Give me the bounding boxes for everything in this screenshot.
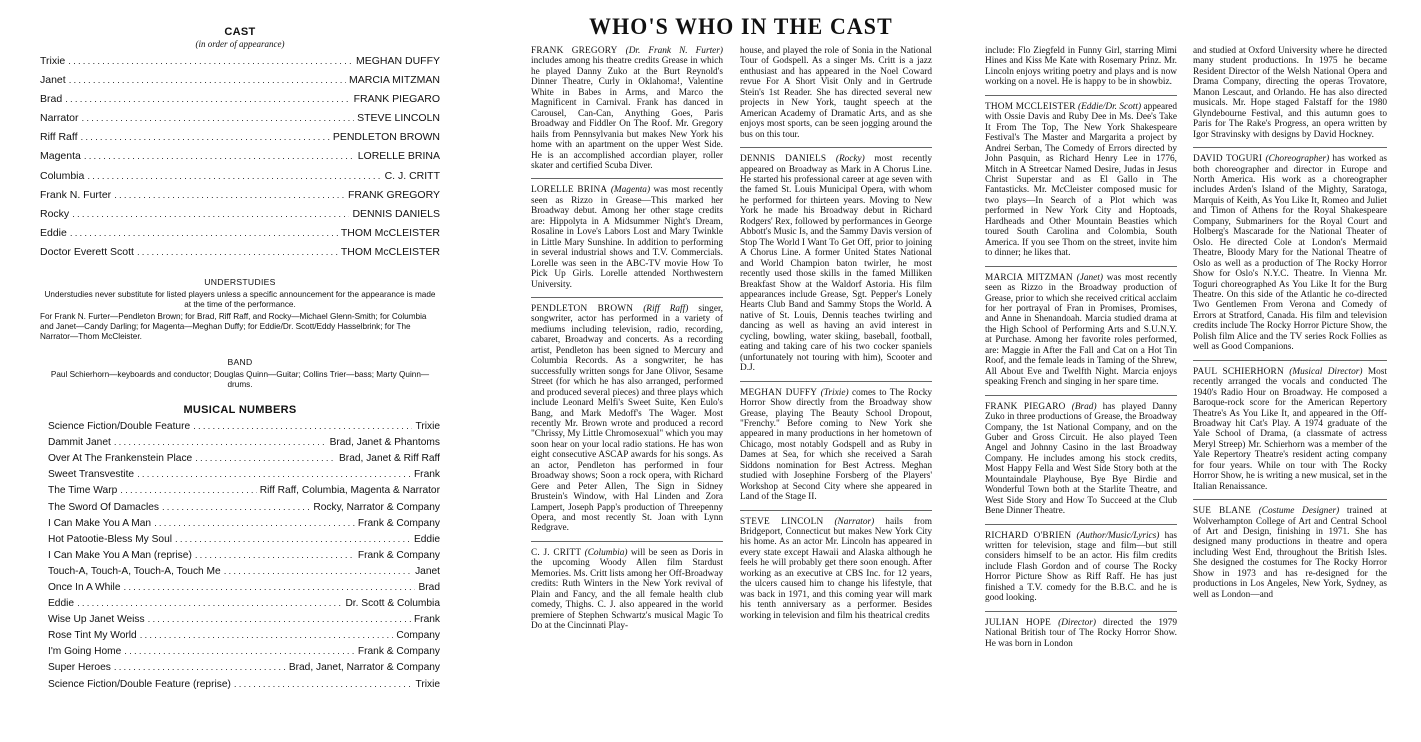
bio-name: RICHARD O'BRIEN [985, 530, 1072, 541]
cast-row [40, 205, 440, 224]
dot-leader [69, 72, 346, 90]
cast-row-label: Eddie [40, 226, 67, 239]
cast-title: CAST [224, 26, 256, 38]
cast-row [40, 90, 440, 109]
musical-number-row-value: Brad, Janet & Phantoms [329, 437, 440, 449]
bio-role: (Brad) [1071, 401, 1097, 412]
dot-leader [77, 596, 342, 612]
bio-text: house, and played the role of Sonia in the National Tour of Godspell. As a singer Ms. Critt is a jazz enthusiast and has appeared in the Noel Coward revue For A Short Visit Only and in Gertrude Stein's 1st Reader. She has directed several new projects in New York, taught speech at the American Academy of Dramatic Arts, and as she enjoys most sports, can be seen jogging around the bus on this tour. [740, 46, 932, 140]
dot-leader [84, 148, 355, 166]
musical-number-row-value: Company [396, 630, 440, 642]
bio-name: LORELLE BRINA [531, 185, 608, 196]
musical-number-row [40, 548, 440, 564]
musical-number-row-value: Eddie [413, 533, 440, 545]
musical-number-row [40, 660, 440, 676]
dot-leader [234, 677, 413, 693]
bio-role: (Author/Music/Lyrics) [1076, 530, 1160, 541]
musical-number-row [40, 644, 440, 660]
musical-number-row-value: Brad [418, 581, 440, 593]
bio-divider [1193, 360, 1387, 361]
bio-paragraph [985, 531, 1177, 604]
cast-row-label: Frank N. Furter [40, 188, 112, 201]
musical-number-row-value: Frank & Company [357, 646, 440, 658]
musical-number-row-label: Sweet Transvestite [48, 469, 135, 481]
bio-paragraph [531, 46, 723, 171]
bio-column-1 [531, 46, 723, 736]
bio-text: will be seen as Doris in the upcoming Woody Allen film Stardust Memories. Ms. Critt lists among her Off-Broadway credits: Ruth Winters in the New York revival of Plain and Fancy, and the all female health club comedy, Thighs. C. J. also appeared in the world premiere of Stephen Schwartz's musical Magic To Do at the Cincinnati Play- [531, 547, 723, 632]
musical-number-row [40, 451, 440, 467]
bio-role: (Choreographer) [1265, 154, 1330, 165]
musical-number-row-label: Once In A While [48, 581, 121, 593]
bio-paragraph [985, 402, 1177, 517]
musical-number-row-label: The Sword Of Damacles [48, 501, 159, 513]
bio-text: includes among his theatre credits Grease in which he played Danny Zuko at the Burt Reynold's Dinner Theatre, Curly in Oklahoma!, Valentine White in Babes in Arms, and Marco the Magnificent in Carnival. Frank has danced in Carousel, Can-Can, Anything Goes, Paris Broadway and Fiddler On The Roof. Mr. Gregory hails from Pennsylvania but makes New York his home with an apartment on the upper West Side. He is an accomplished accordian player, roller skater and certified Scuba Diver. [531, 56, 723, 171]
cast-row-value: THOM McCLEISTER [340, 245, 440, 258]
bio-text: and studied at Oxford University where he directed many student productions. In 1975 he became Resident Director of the Welsh National Opera and Drama Company, directing the operas Trovatore, Manon Lescaut, and Orlando. He has also directed musicals. Mr. Hope staged Falstaff for the 1980 Glyndebourne Festival, and this autumn goes to Paris for The Rake's Progress, an opera written by Igor Stravinsky with designs by David Hockney. [1193, 46, 1387, 140]
cast-row [40, 167, 440, 186]
bio-paragraph [985, 618, 1177, 649]
bio-name: PAUL SCHIERHORN [1193, 366, 1284, 377]
cast-row [40, 71, 440, 90]
bio-divider [1193, 147, 1387, 148]
dot-leader [154, 516, 355, 532]
bio-text: appeared with Ossie Davis and Ruby Dee in Ms. Dee's Take It From The Top, The New York Shakespeare Festival's The Master and Margarita a project by Andrei Serban, The Comedy of Errors directed by John Pasquin, as Richard Henry Lee in 1776, Mitch in A Streetcar Named Desire, Judas in Jesus Christ Superstar and as El Gallo in The Fantasticks. Mr. McCleister composed music for two plays—In Search of a Plot which was performed in New York City and Hoptoads, Hardheads and Other Mountain Beasties which toured South Carolina and Colombia, South America. If you see Thom on the street, invite him to dinner; he likes that. [985, 101, 1177, 259]
bio-paragraph [985, 46, 1177, 88]
bio-text: Most recently arranged the vocals and conducted The 1940's Radio Hour on Broadway. He composed a Baroque-rock score for the American Repertory Theatre's As You Like It, and appeared in the Off-Broadway hit Cat's Play. A 1974 graduate of the Yale School of Drama, (a classmate of actress Meryl Streep) Mr. Schierhorn was a member of the Yale Repertory Theatre's resident acting company for four years. While on tour with The Rocky Horror Show, he is writing a new musical, set in the Italian Renaissance. [1193, 366, 1387, 492]
bio-name: JULIAN HOPE [985, 617, 1052, 628]
musical-number-row-label: Dammit Janet [48, 437, 111, 449]
musical-number-row [40, 435, 440, 451]
dot-leader [193, 419, 412, 435]
bio-paragraph [1193, 46, 1387, 140]
musical-number-row-label: Wise Up Janet Weiss [48, 614, 145, 626]
bio-role: (Director) [1058, 617, 1096, 628]
bio-paragraph [1193, 506, 1387, 600]
dot-leader [114, 187, 345, 205]
dot-leader [123, 580, 415, 596]
bio-role: (Narrator) [834, 516, 875, 527]
bio-role: (Columbia) [584, 547, 628, 558]
dot-leader [224, 564, 412, 580]
cast-list [40, 52, 440, 262]
bio-text: hails from Bridgeport, Connecticut but makes New York City his home. As an actor Mr. Lincoln has appeared in every state except Hawaii and Alaska although he feels he will probably get there soon enough. After working as an executive at CBS Inc. for 12 years, the ulcers caused him to change his lifestyle, that was back in 1971, and this coming year will mark his tenth anniversary as a performer. Besides working in television and film his theatrical credits [740, 516, 932, 621]
cast-row-label: Magenta [40, 150, 81, 163]
musical-number-row [40, 500, 440, 516]
cast-row-label: Trixie [40, 55, 66, 67]
bio-divider [1193, 499, 1387, 500]
musical-number-row [40, 628, 440, 644]
musical-number-row [40, 532, 440, 548]
bio-role: (Trixie) [820, 387, 849, 398]
bio-paragraph [1193, 367, 1387, 492]
whos-who-headline: WHO'S WHO IN THE CAST [589, 14, 893, 39]
bio-divider [985, 611, 1177, 612]
musical-number-row-value: Brad, Janet, Narrator & Company [288, 662, 440, 674]
bio-divider [740, 381, 932, 382]
bio-text: trained at Wolverhampton College of Art and Central School of Art and Design, finishing in 1971. She has designed many productions in theatre and opera including West End, throughout the British Isles. She designed the costumes for The Rocky Horror Show in 1973 and has re-designed for the productions in Los Angeles, New York, Sydney, as well as London—and [1193, 506, 1387, 600]
cast-row-value: MARCIA MITZMAN [349, 74, 440, 87]
musical-number-row-label: Science Fiction/Double Feature [48, 421, 191, 433]
bio-text: has worked as both choreographer and director in Europe and North America. His work as a choreographer includes Arden's Island of the Mighty, Saratoga, Marquis of Keith, As You Like It, Romeo and Juliet and Timon of Athens for the Royal Shakespeare Company, Submariners for the Royal Court and Holberg's Mascarade for the National Theater of Oslo. He directed Cole at London's Mermaid Theatre, Bloody Mary for the National Theatre of Oslo as well as a production of The Rocky Horror Show for Oslo's N.Y.C. Theatre. In Vienna Mr. Toguri choreographed As You Like It for the Burg Theatre. On this side of the Atlantic he co-directed Two Gentlemen From Verona and Comedy of Errors at Stratford, Canada. His film and television credits include The Rocky Horror Picture Show, the Polish film Alice and the TV series Rock Follies as well as Good Companions. [1193, 154, 1387, 353]
cast-subtitle: (in order of appearance) [195, 39, 285, 49]
bio-divider [985, 95, 1177, 96]
musical-number-row-label: The Time Warp [48, 485, 118, 497]
bio-paragraph [531, 548, 723, 632]
cast-row [40, 186, 440, 205]
dot-leader [148, 612, 411, 628]
musical-number-row-value: Trixie [415, 678, 440, 690]
bio-divider [740, 510, 932, 511]
bio-divider [985, 524, 1177, 525]
cast-row [40, 109, 440, 128]
bio-role: (Riff Raff) [643, 303, 689, 314]
cast-row-value: DENNIS DANIELS [352, 207, 440, 220]
bio-role: (Janet) [1076, 272, 1103, 283]
musical-number-row-value: Janet [415, 565, 440, 577]
dot-leader [65, 91, 350, 109]
cast-row [40, 52, 440, 71]
cast-row-value: THOM McCLEISTER [340, 226, 440, 239]
musical-number-row-label: I'm Going Home [48, 646, 122, 658]
musical-number-row [40, 516, 440, 532]
bio-role: (Costume Designer) [1258, 506, 1340, 517]
dot-leader [70, 225, 338, 243]
musical-number-row-label: Over At The Frankenstein Place [48, 453, 193, 465]
bio-role: (Musical Director) [1289, 366, 1363, 377]
bio-name: MEGHAN DUFFY [740, 387, 818, 398]
dot-leader [82, 110, 355, 128]
cast-row-value: LORELLE BRINA [357, 150, 440, 163]
cast-row [40, 243, 440, 262]
musical-numbers-list [40, 419, 440, 693]
dot-leader [114, 660, 286, 676]
bio-column-2 [740, 46, 932, 736]
cast-row-label: Riff Raff [40, 131, 78, 144]
musical-number-row-value: Frank [413, 469, 440, 481]
musical-number-row [40, 596, 440, 612]
musical-number-row [40, 419, 440, 435]
bio-column-3 [985, 46, 1177, 736]
musical-number-row [40, 612, 440, 628]
bio-text: comes to The Rocky Horror Show directly from the Broadway show Grease, playing The Beauty School Dropout, "Frenchy." Before coming to New York she appeared in many productions in her hometown of Chicago, most notably Godspell and as Ruby in Dames at Sea, for which she received a Sarah Siddons nomination for Best Actress. Meghan studied with Josephine Forsberg of the Players' Workshop at Second City where she appeared in Land of the Stage II. [740, 387, 932, 503]
musical-number-row [40, 467, 440, 483]
bio-text: directed the 1979 National British tour of The Rocky Horror Show. He was born in London [985, 617, 1177, 649]
bio-divider [531, 541, 723, 542]
bio-name: FRANK GREGORY [531, 46, 618, 56]
bio-name: FRANK PIEGARO [985, 401, 1066, 412]
dot-leader [120, 483, 256, 499]
cast-row-value: MEGHAN DUFFY [356, 55, 440, 67]
bio-name: DENNIS DANIELS [740, 154, 827, 165]
musical-number-row-label: Hot Patootie-Bless My Soul [48, 533, 173, 545]
cast-row-label: Doctor Everett Scott [40, 245, 134, 258]
understudies-title: UNDERSTUDIES [204, 277, 276, 288]
bio-text: was most recently seen as Rizzo in the Broadway production of Grease, prior to which she received critical acclaim for her portrayal of Fran in Promises, Promises, and Anne in Shenandoah. Marcia studied drama at the High School of Performing Arts and S.U.N.Y. at Purchase. Among her favorite roles performed, are: Maggie in After the Fall and Cat on a Hot Tin Roof, and the female leads in Taming of the Shrew, All About Eve and Twelfth Night. Marcia enjoys speaking French and singing in her spare time. [985, 272, 1177, 388]
dot-leader [124, 644, 355, 660]
cast-row [40, 224, 440, 243]
bio-paragraph [740, 388, 932, 503]
bio-text: include: Flo Ziegfeld in Funny Girl, starring Mimi Hines and Kiss Me Kate with Rosemary Prinz. Mr. Lincoln enjoys writing poetry and plays and is now working on a novel. He is happy to be in showbiz. [985, 46, 1177, 88]
musical-number-row-value: Rocky, Narrator & Company [313, 501, 440, 513]
musical-number-row-label: Rose Tint My World [48, 630, 137, 642]
bio-text: singer, songwriter, actor has performed in a variety of mediums including television, radio, recording, cabaret, Broadway and concerts. As a recording artist, Pendleton has been signed to Mercury and Columbia Records. As a songwriter, he has successfully written songs for Jane Olivor, Sesame Street (for which he has also arranged, performed and produced several pieces) and three plays which include Leonard Melfi's Sweet Suite, Ken Eulo's Bang, and Mark Medoff's The Wager. Most recently Mr. Brown wrote and produced a record "Chrissy, My Little Chromosexual" which you may soon hear on your local radio stations. He has won eight consecutive ASCAP awards for his songs. As an actor, Pendleton has performed in four Broadway shows; Soon a rock opera, with Richard Gere and Peter Allen, The Sign in Sidney Brustein's Window, with Hal Linden and Zora Lampert, Joseph Papp's production of Threepenny Opera, and most recently St. Joan with Lynn Redgrave. [531, 303, 723, 534]
bio-role: (Eddie/Dr. Scott) [1078, 101, 1142, 112]
musical-number-row [40, 483, 440, 499]
cast-section [40, 26, 440, 262]
musical-number-row-value: Riff Raff, Columbia, Magenta & Narrator [259, 485, 440, 497]
musical-numbers-title: MUSICAL NUMBERS [183, 404, 297, 417]
dot-leader [72, 206, 349, 224]
cast-row-value: FRANK PIEGARO [353, 93, 440, 106]
bio-divider [985, 266, 1177, 267]
musical-number-row-label: Science Fiction/Double Feature (reprise) [48, 678, 231, 690]
bio-name: STEVE LINCOLN [740, 516, 824, 527]
cast-row-label: Brad [40, 93, 63, 106]
bio-divider [740, 147, 932, 148]
bio-divider [985, 395, 1177, 396]
band-title: BAND [227, 357, 253, 368]
cast-row-value: C. J. CRITT [384, 169, 440, 182]
dot-leader [140, 628, 394, 644]
bio-role: (Rocky) [835, 154, 865, 165]
bio-paragraph [740, 46, 932, 140]
dot-leader [68, 53, 353, 71]
musical-number-row-value: Frank [413, 614, 440, 626]
musical-number-row-value: Dr. Scott & Columbia [345, 598, 440, 610]
cast-row-label: Janet [40, 74, 66, 87]
band-text: Paul Schierhorn—keyboards and conductor; Douglas Quinn—Guitar; Collins Trier—bass; Marty Quinn—drums. [50, 370, 430, 390]
bio-text: has played Danny Zuko in three productions of Grease, the Broadway Company, the 1st National Company, and on the Guber and Gross Circuit. He also played Teen Angel and Johnny Casino in the last Broadway Company. He includes among his stock credits, Most Happy Fella and West Side Story both at the Mountaindale Playhouse, Bye Bye Birdie and Wonderful Town both at the Starlite Theatre, and West Side Story and How To Succeed at the Club Bene Dinner Theatre. [985, 401, 1177, 517]
bio-divider [531, 178, 723, 179]
bio-column-4 [1193, 46, 1387, 736]
dot-leader [175, 532, 411, 548]
musical-numbers-section [40, 404, 440, 693]
dot-leader [87, 168, 381, 186]
cast-row [40, 147, 440, 166]
bio-name: THOM MCCLEISTER [985, 101, 1076, 112]
bio-paragraph [985, 273, 1177, 388]
dot-leader [162, 500, 310, 516]
bio-role: (Magenta) [610, 185, 651, 196]
musical-number-row [40, 677, 440, 693]
cast-row-label: Narrator [40, 112, 79, 125]
cast-row-label: Columbia [40, 169, 85, 182]
bio-paragraph [985, 102, 1177, 259]
dot-leader [195, 451, 336, 467]
musical-number-row-value: Frank & Company [357, 517, 440, 529]
cast-row-value: STEVE LINCOLN [357, 112, 440, 125]
bio-divider [531, 297, 723, 298]
dot-leader [81, 129, 330, 147]
musical-number-row-label: Super Heroes [48, 662, 111, 674]
musical-number-row-value: Frank & Company [357, 549, 440, 561]
musical-number-row-label: Eddie [48, 598, 75, 610]
bio-paragraph [1193, 154, 1387, 353]
dot-leader [114, 435, 327, 451]
bio-paragraph [740, 517, 932, 622]
cast-row [40, 128, 440, 147]
dot-leader [195, 548, 355, 564]
bio-name: SUE BLANE [1193, 506, 1252, 517]
dot-leader [137, 244, 338, 262]
bio-role: (Dr. Frank N. Furter) [625, 46, 723, 56]
bio-name: C. J. CRITT [531, 547, 582, 558]
bio-name: MARCIA MITZMAN [985, 272, 1073, 283]
musical-number-row-label: I Can Make You A Man [48, 517, 152, 529]
bio-paragraph [740, 154, 932, 374]
bio-text: was most recently seen as Rizzo in Grease—This marked her Broadway debut. Among her other stage credits are: Hippolyta in A Midsummer Night's Dream, Rosaline in Love's Labors Lost and Mary Twinkle in Little Mary Sunshine. In addition to performing in several industrial shows and T.V. Commercials. Lorelle was seen in the ABC-TV movie How To Pick Up Girls. Lorelle attended Northwestern University. [531, 185, 723, 290]
understudies-note: Understudies never substitute for listed players unless a specific announcement for the appearance is made at the time of the performance. [44, 290, 436, 310]
dot-leader [137, 467, 411, 483]
musical-number-row-value: Brad, Janet & Riff Raff [339, 453, 440, 465]
bio-name: DAVID TOGURI [1193, 154, 1263, 165]
cast-row-label: Rocky [40, 207, 70, 220]
program-left-page [40, 26, 440, 693]
musical-number-row-value: Trixie [415, 421, 440, 433]
musical-number-row-label: I Can Make You A Man (reprise) [48, 549, 192, 561]
bio-text: has written for television, stage and film—but still considers himself to be an actor. His film credits include Flash Gordon and of course The Rocky Horror Picture Show as Riff Raff. He has just finished a T.V. comedy for the B.B.C. and he is good looking. [985, 530, 1177, 604]
musical-number-row [40, 580, 440, 596]
musical-number-row [40, 564, 440, 580]
cast-row-value: PENDLETON BROWN [332, 131, 440, 144]
bio-text: most recently appeared on Broadway as Mark in A Chorus Line. He started his professional career at age seven with the famed St. Louis Municipal Opera, with whom he performed for thirteen years. Moving to New York he made his Broadway debut in Richard Rodgers' Rex, followed by performances in George Abbott's Music Is, and the Sammy Davis version of Stop The World I Want To Get Off, prior to joining A Chorus Line. A former United States National and World Champion baton twirler, he most recently used those skills in the famed Milliken Breakfast Show at the Waldorf Astoria. His film appearances include Grease, Sgt. Pepper's Lonely Hearts Club Band and Sammy Stops the World. A native of St. Louis, Dennis teaches twirling and dancing as well as having an avid interest in cycling, bowling, water skiing, baseball, football, eating and taking care of his two cocker spaniels (unfortunately not touring with him), Scooter and D.J. [740, 154, 932, 374]
understudies-list: For Frank N. Furter—Pendleton Brown; for Brad, Riff Raff, and Rocky—Michael Glenn-Smith; for Columbia and Janet—Candy Darling; for Magenta—Meghan Duffy; for Eddie/Dr. Scott/Eddy Hasselbrink; for The Narrator—Thom McCleister. [40, 312, 427, 342]
bio-name: PENDLETON BROWN [531, 303, 634, 314]
musical-number-row-label: Touch-A, Touch-A, Touch-A, Touch Me [48, 565, 221, 577]
cast-row-value: FRANK GREGORY [348, 188, 440, 201]
bio-paragraph [531, 304, 723, 534]
bio-paragraph [531, 185, 723, 290]
